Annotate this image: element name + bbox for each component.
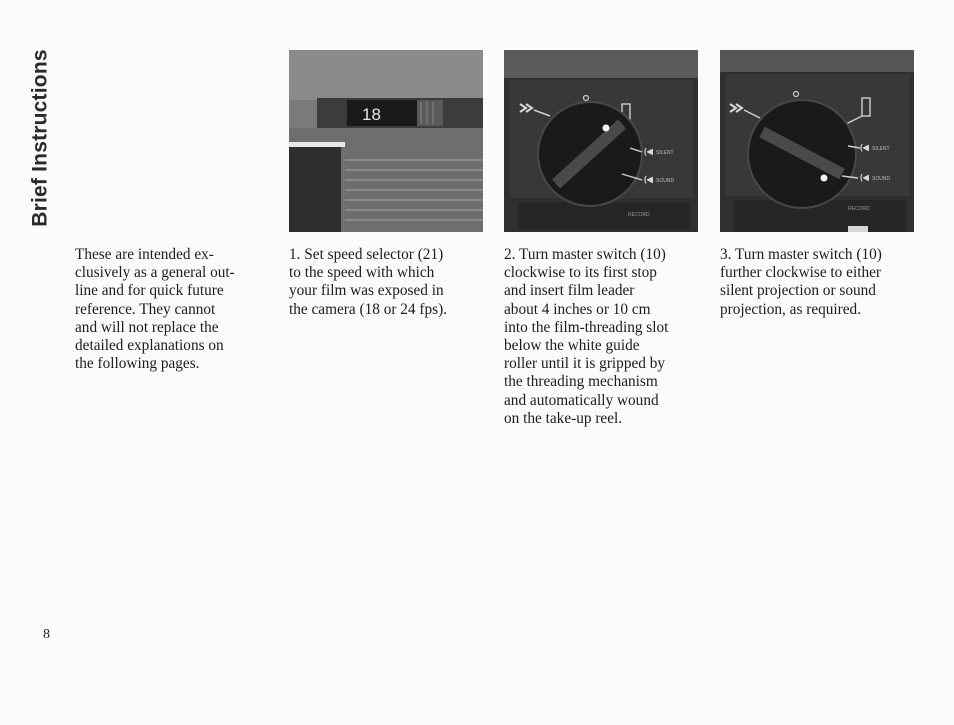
step-3-text: 3. Turn master switch (10) further clockwise to either silent projection or sound projection, as required. — [720, 246, 882, 318]
step-1-text: 1. Set speed selector (21) to the speed with which your film was exposed in the camera (18 or 24 fps). — [289, 246, 448, 318]
sound-label: (◀ — [644, 175, 653, 184]
record-label-3: RECORD — [848, 206, 870, 212]
silent-mode-label-3: SILENT — [872, 146, 890, 152]
section-title-text: Brief Instructions — [29, 49, 52, 227]
step-2-text: 2. Turn master switch (10) clockwise to its first stop and insert film leader about 4 inches or 10 cm into the film-threading slot below the white guide roller until it is gripped by the threading mechanism and automatically wound on the take-up reel. — [504, 246, 669, 427]
sound-mode-label-3: SOUND — [872, 176, 891, 182]
master-switch-first-stop-photo — [504, 50, 698, 232]
master-switch-projection-photo — [720, 50, 914, 232]
sound-mode-label: SOUND — [656, 178, 675, 184]
speed-label: 18 — [362, 105, 381, 124]
speed-selector-photo — [289, 50, 483, 232]
page-number: 8 — [43, 627, 50, 642]
section-title — [28, 48, 54, 228]
silent-label: (◀ — [644, 147, 653, 156]
sound-label-3: (◀ — [860, 173, 869, 182]
record-label: RECORD — [628, 212, 650, 218]
silent-label-3: (◀ — [860, 143, 869, 152]
intro-paragraph: These are intended ex- clusively as a general out- line and for quick future reference. They cannot and will not replace the detailed explanations on the following pages. — [75, 246, 235, 373]
silent-mode-label: SILENT — [656, 150, 674, 156]
